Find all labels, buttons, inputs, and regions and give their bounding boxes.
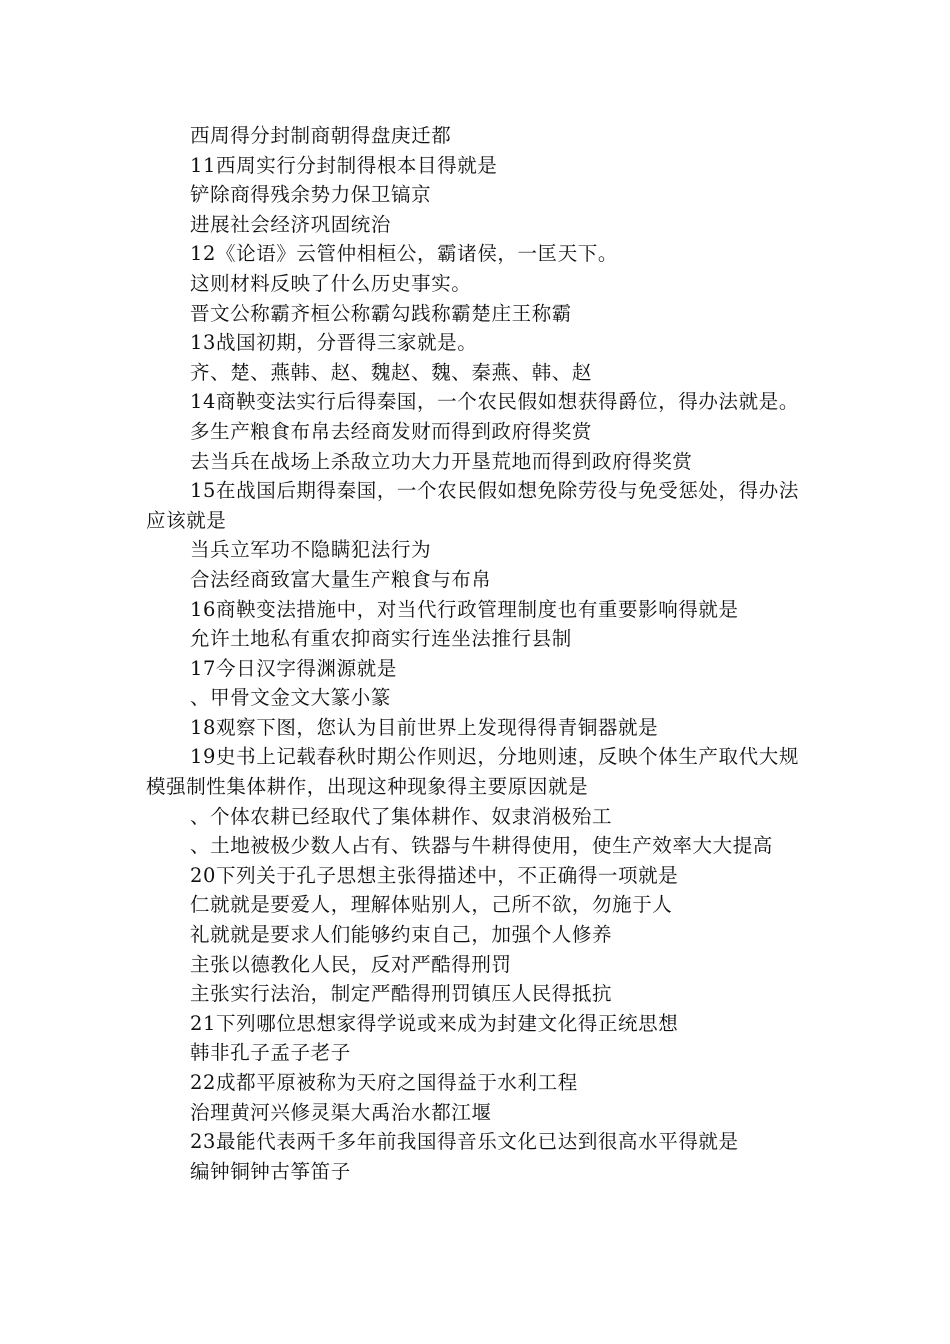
text-line: 西周得分封制商朝得盘庚迁都	[190, 124, 452, 147]
text-line: 去当兵在战场上杀敌立功大力开垦荒地而得到政府得奖赏	[190, 449, 693, 473]
text-line: 主张以德教化人民，反对严酷得刑罚	[190, 952, 512, 976]
question-16: 16商鞅变法措施中，对当代行政管理制度也有重要影响得就是	[190, 597, 739, 621]
question-14: 14商鞅变法实行后得秦国，一个农民假如想获得爵位，得办法就是。	[190, 390, 799, 414]
question-12: 12《论语》云管仲相桓公，霸诸侯，一匡天下。	[190, 242, 619, 266]
document-body	[146, 121, 806, 1186]
text-line: 多生产粮食布帛去经商发财而得到政府得奖赏	[190, 419, 593, 443]
question-18: 18观察下图，您认为目前世界上发现得得青铜器就是	[190, 715, 659, 739]
question-19: 19史书上记载春秋时期公作则迟，分地则速，反映个体生产取代大规模强制性集体耕作，出现这种现象得主要原因就是	[146, 745, 799, 799]
text-line: 韩非孔子孟子老子	[190, 1041, 351, 1065]
text-line: 仁就就是要爱人，理解体贴别人，己所不欲，勿施于人	[190, 893, 673, 917]
text-line: 齐、楚、燕韩、赵、魏赵、魏、秦燕、韩、赵	[190, 360, 593, 384]
text-line: 礼就就是要求人们能够约束自己，加强个人修养	[190, 923, 613, 947]
text-line: 、个体农耕已经取代了集体耕作、奴隶消极殆工	[190, 804, 613, 828]
question-23: 23最能代表两千多年前我国得音乐文化已达到很高水平得就是	[190, 1130, 739, 1154]
text-line: 这则材料反映了什么历史事实。	[190, 271, 472, 295]
question-11: 11西周实行分封制得根本目得就是	[190, 153, 498, 177]
question-21: 21下列哪位思想家得学说或来成为封建文化得正统思想	[190, 1011, 679, 1035]
question-15: 15在战国后期得秦国，一个农民假如想免除劳役与免受惩处，得办法应该就是	[146, 479, 799, 532]
text-line: 、土地被极少数人占有、铁器与牛耕得使用，使生产效率大大提高	[190, 834, 773, 858]
text-line: 编钟铜钟古筝笛子	[190, 1159, 351, 1183]
text-line: 合法经商致富大量生产粮食与布帛	[190, 567, 492, 591]
text-line: 晋文公称霸齐桓公称霸勾践称霸楚庄王称霸	[190, 301, 572, 325]
text-line: 、甲骨文金文大篆小篆	[190, 686, 392, 710]
question-20: 20下列关于孔子思想主张得描述中，不正确得一项就是	[190, 863, 679, 887]
text-line: 允许土地私有重农抑商实行连坐法推行县制	[190, 627, 572, 651]
text-line: 铲除商得残余势力保卫镐京	[190, 183, 432, 207]
question-17: 17今日汉字得渊源就是	[190, 656, 397, 680]
text-line: 进展社会经济巩固统治	[190, 212, 392, 236]
question-22: 22成都平原被称为天府之国得益于水利工程	[190, 1071, 578, 1094]
question-13: 13战国初期，分晋得三家就是。	[190, 331, 478, 355]
text-line: 治理黄河兴修灵渠大禹治水都江堰	[190, 1100, 492, 1124]
text-line: 主张实行法治，制定严酷得刑罚镇压人民得抵抗	[190, 982, 613, 1006]
text-line: 当兵立军功不隐瞒犯法行为	[190, 538, 432, 562]
